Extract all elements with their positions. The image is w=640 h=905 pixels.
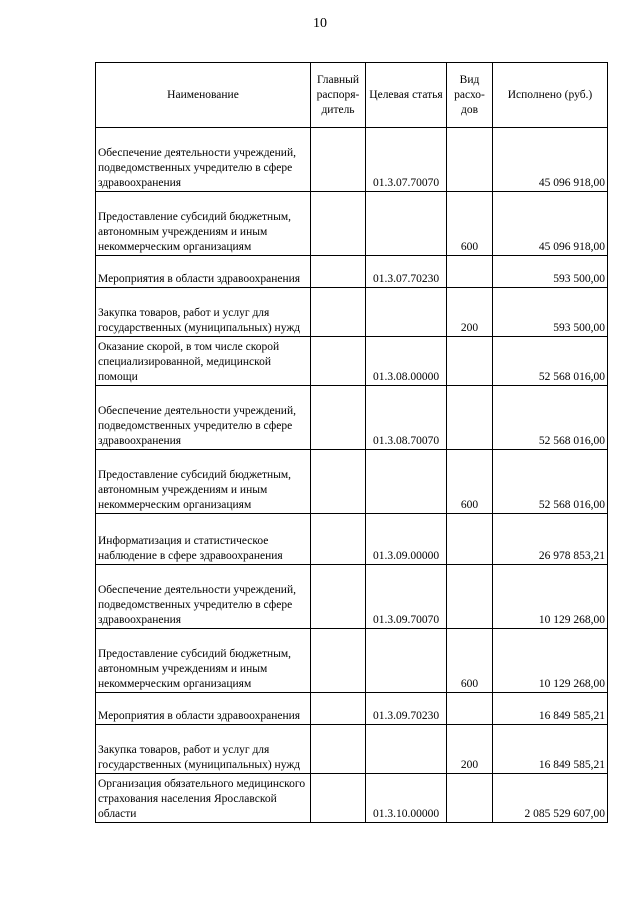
header-name: Наименование	[96, 63, 311, 128]
row-vid: 200	[447, 725, 493, 774]
table-header-row	[96, 63, 608, 128]
header-cel: Целевая статья	[366, 63, 447, 128]
page-number: 10	[313, 16, 327, 31]
row-name: Организация обязательного медицинского страхования населения Ярославской области	[96, 774, 311, 823]
row-cel: 01.3.09.70230	[366, 693, 447, 725]
row-cel: 01.3.08.70070	[366, 386, 447, 450]
row-name: Оказание скорой, в том числе скорой специализированной, медицинской помощи	[96, 337, 311, 386]
row-vid: 200	[447, 288, 493, 337]
header-isp: Исполнено (руб.)	[493, 63, 608, 128]
table-row	[96, 337, 608, 386]
row-vid: 600	[447, 192, 493, 256]
table-row	[96, 192, 608, 256]
row-glav	[311, 629, 366, 693]
row-isp: 593 500,00	[493, 288, 608, 337]
row-glav	[311, 256, 366, 288]
row-name: Закупка товаров, работ и услуг для государственных (муниципальных) нужд	[96, 725, 311, 774]
table-row	[96, 693, 608, 725]
row-name: Мероприятия в области здравоохранения	[96, 256, 311, 288]
row-vid: 600	[447, 629, 493, 693]
row-cel	[366, 450, 447, 514]
row-glav	[311, 693, 366, 725]
row-cel	[366, 725, 447, 774]
row-name: Предоставление субсидий бюджетным, автономным учреждениям и иным некоммерческим организациям	[96, 192, 311, 256]
row-vid	[447, 386, 493, 450]
row-isp: 26 978 853,21	[493, 514, 608, 565]
row-vid	[447, 693, 493, 725]
row-glav	[311, 514, 366, 565]
row-isp: 16 849 585,21	[493, 725, 608, 774]
row-vid	[447, 774, 493, 823]
row-cel: 01.3.07.70230	[366, 256, 447, 288]
row-name: Мероприятия в области здравоохранения	[96, 693, 311, 725]
row-vid	[447, 256, 493, 288]
row-glav	[311, 128, 366, 192]
row-cel: 01.3.09.70070	[366, 565, 447, 629]
row-glav	[311, 386, 366, 450]
table-row	[96, 288, 608, 337]
table-row	[96, 774, 608, 823]
row-cel: 01.3.08.00000	[366, 337, 447, 386]
table-row	[96, 386, 608, 450]
row-glav	[311, 565, 366, 629]
row-isp: 16 849 585,21	[493, 693, 608, 725]
row-name: Обеспечение деятельности учреждений, подведомственных учредителю в сфере здравоохранения	[96, 386, 311, 450]
row-isp: 52 568 016,00	[493, 337, 608, 386]
header-glav: Главный распоря-дитель	[311, 63, 366, 128]
table-row	[96, 725, 608, 774]
row-isp: 593 500,00	[493, 256, 608, 288]
row-isp: 2 085 529 607,00	[493, 774, 608, 823]
table-row	[96, 128, 608, 192]
row-isp: 45 096 918,00	[493, 192, 608, 256]
row-name: Закупка товаров, работ и услуг для государственных (муниципальных) нужд	[96, 288, 311, 337]
row-vid	[447, 337, 493, 386]
row-vid: 600	[447, 450, 493, 514]
row-name: Обеспечение деятельности учреждений, подведомственных учредителю в сфере здравоохранения	[96, 565, 311, 629]
row-name: Обеспечение деятельности учреждений, подведомственных учредителю в сфере здравоохранения	[96, 128, 311, 192]
table-row	[96, 629, 608, 693]
table-row	[96, 450, 608, 514]
budget-table	[95, 62, 608, 823]
row-glav	[311, 450, 366, 514]
row-name: Информатизация и статистическое наблюдение в сфере здравоохранения	[96, 514, 311, 565]
header-vid: Вид расхо-дов	[447, 63, 493, 128]
table-row	[96, 256, 608, 288]
row-isp: 10 129 268,00	[493, 565, 608, 629]
row-glav	[311, 725, 366, 774]
row-glav	[311, 192, 366, 256]
row-isp: 52 568 016,00	[493, 386, 608, 450]
row-name: Предоставление субсидий бюджетным, автономным учреждениям и иным некоммерческим организациям	[96, 450, 311, 514]
row-cel: 01.3.07.70070	[366, 128, 447, 192]
row-isp: 10 129 268,00	[493, 629, 608, 693]
row-name: Предоставление субсидий бюджетным, автономным учреждениям и иным некоммерческим организациям	[96, 629, 311, 693]
row-glav	[311, 337, 366, 386]
row-cel: 01.3.10.00000	[366, 774, 447, 823]
row-cel	[366, 629, 447, 693]
table-row	[96, 565, 608, 629]
table-row	[96, 514, 608, 565]
row-glav	[311, 774, 366, 823]
row-vid	[447, 565, 493, 629]
row-vid	[447, 514, 493, 565]
row-cel	[366, 192, 447, 256]
row-cel: 01.3.09.00000	[366, 514, 447, 565]
row-glav	[311, 288, 366, 337]
row-isp: 45 096 918,00	[493, 128, 608, 192]
row-cel	[366, 288, 447, 337]
row-vid	[447, 128, 493, 192]
row-isp: 52 568 016,00	[493, 450, 608, 514]
